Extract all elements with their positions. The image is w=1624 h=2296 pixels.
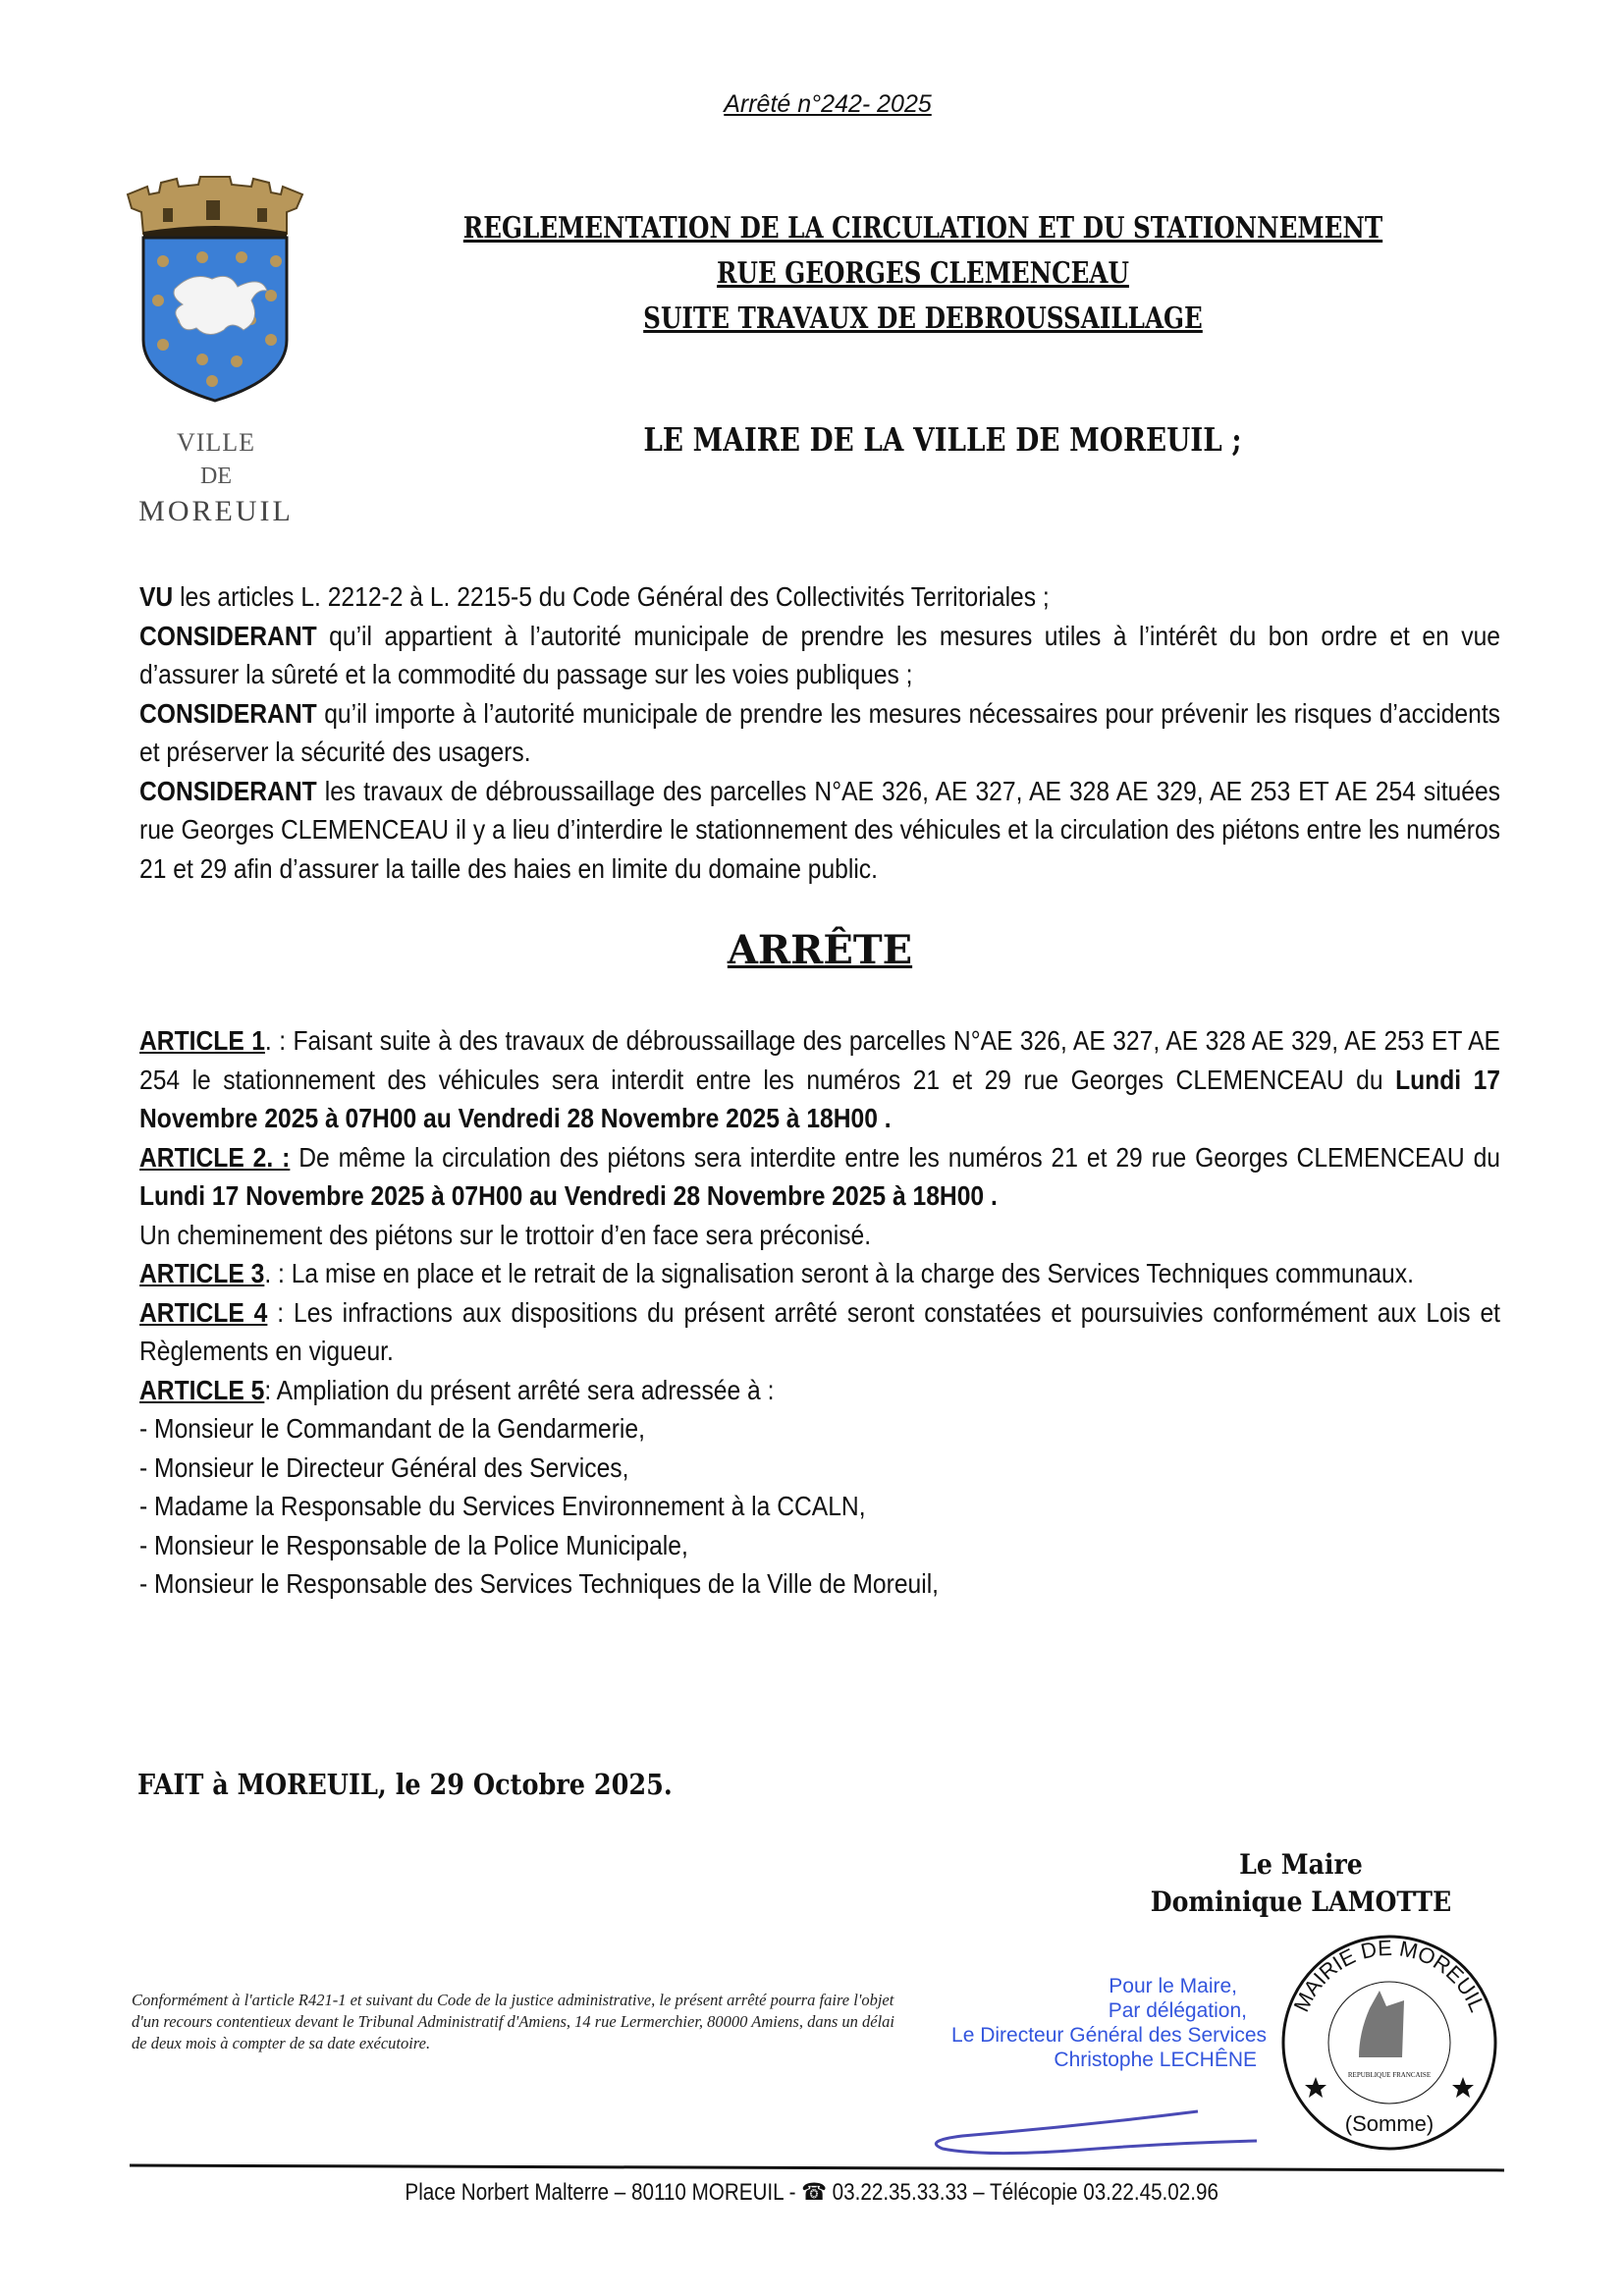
list-item: - Monsieur le Directeur Général des Services,: [139, 1451, 629, 1483]
authority-heading: LE MAIRE DE LA VILLE DE MOREUIL ;: [643, 420, 1242, 459]
arrete-heading: [0, 927, 1624, 973]
article-text: La mise en place et le retrait de la signalisation seront à la charge des Services Techniques communaux.: [284, 1258, 1414, 1288]
delegation-stamp: [913, 1974, 1267, 2072]
legal-notice: Conformément à l'article R421-1 et suivant du Code de la justice administrative, le présent arrêté pourra faire l'objet d'un recours contentieux devant le Tribunal Administratif d'Amiens, 14 rue Lermerchier, 80000 Amiens, dans un délai de deux mois à compter de sa date exécutoire.: [132, 1991, 894, 2052]
delegation-line: Christophe LECHÊNE: [1054, 2049, 1257, 2071]
title-line-3: SUITE TRAVAUX DE DEBROUSSAILLAGE: [643, 301, 1203, 336]
footer-phone: 03.22.35.33.33: [827, 2179, 968, 2206]
footer-address: Place Norbert Malterre – 80110 MOREUIL -: [405, 2179, 802, 2206]
list-item: - Madame la Responsable du Services Environnement à la CCALN,: [139, 1491, 866, 1521]
article-text: Les infractions aux dispositions du présent arrêté seront constatées et poursuivies conformément aux Lois et Règlements en vigueur.: [139, 1296, 1501, 1366]
visa-item: [139, 772, 1500, 889]
article-sep: . :: [264, 1025, 287, 1056]
footer-divider: [130, 2164, 1504, 2172]
article-label: ARTICLE 1: [139, 1025, 265, 1056]
article-sep: . :: [264, 1258, 285, 1288]
visa-item: [139, 617, 1500, 694]
city-label-moreuil: MOREUIL: [138, 495, 294, 527]
svg-text:MAIRIE DE MOREUIL: [1289, 1936, 1490, 2016]
visa-text: qu’il appartient à l’autorité municipale de prendre les mesures utiles à l’intérêt du bon ordre et en vue d’assurer la sûreté et la commodité du passage sur les voies publiques ;: [139, 620, 1500, 689]
list-item: - Monsieur le Responsable de la Police Municipale,: [139, 1529, 688, 1560]
article-text: Faisant suite à des travaux de débroussaillage des parcelles N°AE 326, AE 327, AE 328 AE 329, AE 253 ET AE 254 le stationnement des véhicules sera interdit entre les numéros 21 et 29 rue Georges CLEMENCEAU du: [139, 1025, 1501, 1095]
arrete-heading-text: ARRÊTE: [727, 927, 913, 973]
article-3: [139, 1254, 1500, 1293]
article-text: De même la circulation des piétons sera interdite entre les numéros 21 et 29 rue Georges CLEMENCEAU du: [290, 1141, 1501, 1173]
article-2-extra: Un cheminement des piétons sur le trottoir d’en face sera préconisé.: [139, 1219, 872, 1250]
title-line-2: RUE GEORGES CLEMENCEAU: [717, 256, 1129, 291]
visa-item: [139, 577, 1500, 617]
article-4: [139, 1293, 1500, 1371]
recipient-list: [139, 1409, 1500, 1604]
article-sep: :: [267, 1296, 285, 1328]
official-seal-icon: [1276, 1930, 1502, 2156]
star-icon: [1305, 2077, 1326, 2098]
article-2: [139, 1138, 1500, 1216]
place-and-date: FAIT à MOREUIL, le 29 Octobre 2025.: [137, 1768, 673, 1801]
signatory-role: Le Maire: [1239, 1848, 1363, 1881]
footer-fax: – Télécopie 03.22.45.02.96: [967, 2179, 1219, 2206]
visa-item: [139, 694, 1500, 772]
city-label-ville: VILLE: [176, 428, 256, 457]
article-sep: :: [264, 1374, 272, 1405]
article-label: ARTICLE 2. :: [139, 1141, 291, 1173]
title-line-1: REGLEMENTATION DE LA CIRCULATION ET DU STATIONNEMENT: [462, 211, 1383, 246]
visa-lead: VU: [139, 581, 174, 612]
visa-text: qu’il importe à l’autorité municipale de prendre les mesures nécessaires pour prévenir les risques d’accidents et préserver la sécurité des usagers.: [139, 697, 1500, 767]
visa-lead: CONSIDERANT: [139, 620, 317, 651]
article-label: ARTICLE 4: [139, 1296, 268, 1328]
visa-text: les travaux de débroussaillage des parcelles N°AE 326, AE 327, AE 328 AE 329, AE 253 ET AE 254 situées rue Georges CLEMENCEAU il y a lieu d’interdire le stationnement des véhicules et la circulation des piétons entre les numéros 21 et 29 afin d’assurer la taille des haies en limite du domaine public.: [139, 775, 1500, 884]
telephone-icon: ☎: [801, 2179, 828, 2206]
delegation-line: Par délégation,: [1108, 1999, 1247, 2022]
article-label: ARTICLE 5: [139, 1374, 265, 1405]
city-crest-icon: [114, 173, 314, 405]
seal-top-text: MAIRIE DE MOREUIL: [1288, 1935, 1490, 2016]
arrete-number: [0, 90, 1624, 119]
article-dates: Lundi 17 Novembre 2025 à 07H00 au Vendredi 28 Novembre 2025 à 18H00 .: [139, 1064, 1500, 1133]
signatory-name: Dominique LAMOTTE: [1150, 1886, 1452, 1918]
article-text: Ampliation du présent arrêté sera adressée à :: [271, 1374, 775, 1405]
article-label: ARTICLE 3: [139, 1258, 265, 1288]
visa-lead: CONSIDERANT: [139, 775, 317, 806]
visa-text: les articles L. 2212-2 à L. 2215-5 du Code Général des Collectivités Territoriales ;: [173, 581, 1050, 612]
articles-section: [139, 1021, 1500, 1604]
list-item: - Monsieur le Responsable des Services Techniques de la Ville de Moreuil,: [139, 1568, 940, 1599]
star-icon: [1452, 2077, 1474, 2098]
arrete-number-text: Arrêté n°242- 2025: [724, 90, 932, 118]
document-title: [440, 206, 1406, 342]
city-label-de: DE: [200, 464, 232, 489]
visa-lead: CONSIDERANT: [139, 697, 317, 729]
article-dates: Lundi 17 Novembre 2025 à 07H00 au Vendredi 28 Novembre 2025 à 18H00 .: [139, 1180, 998, 1211]
footer-contact: [0, 2178, 1624, 2207]
delegation-line: Le Directeur Général des Services: [951, 2024, 1267, 2047]
seal-inner-text: REPUBLIQUE FRANCAISE: [1347, 2071, 1432, 2079]
delegation-line: Pour le Maire,: [1109, 1975, 1237, 1997]
seal-bottom-text: (Somme): [1344, 2111, 1435, 2136]
visas-section: [139, 577, 1500, 888]
article-5: [139, 1371, 1500, 1410]
signatory-block: [1103, 1846, 1500, 1921]
list-item: - Monsieur le Commandant de la Gendarmerie,: [139, 1413, 645, 1444]
article-1: [139, 1021, 1500, 1138]
